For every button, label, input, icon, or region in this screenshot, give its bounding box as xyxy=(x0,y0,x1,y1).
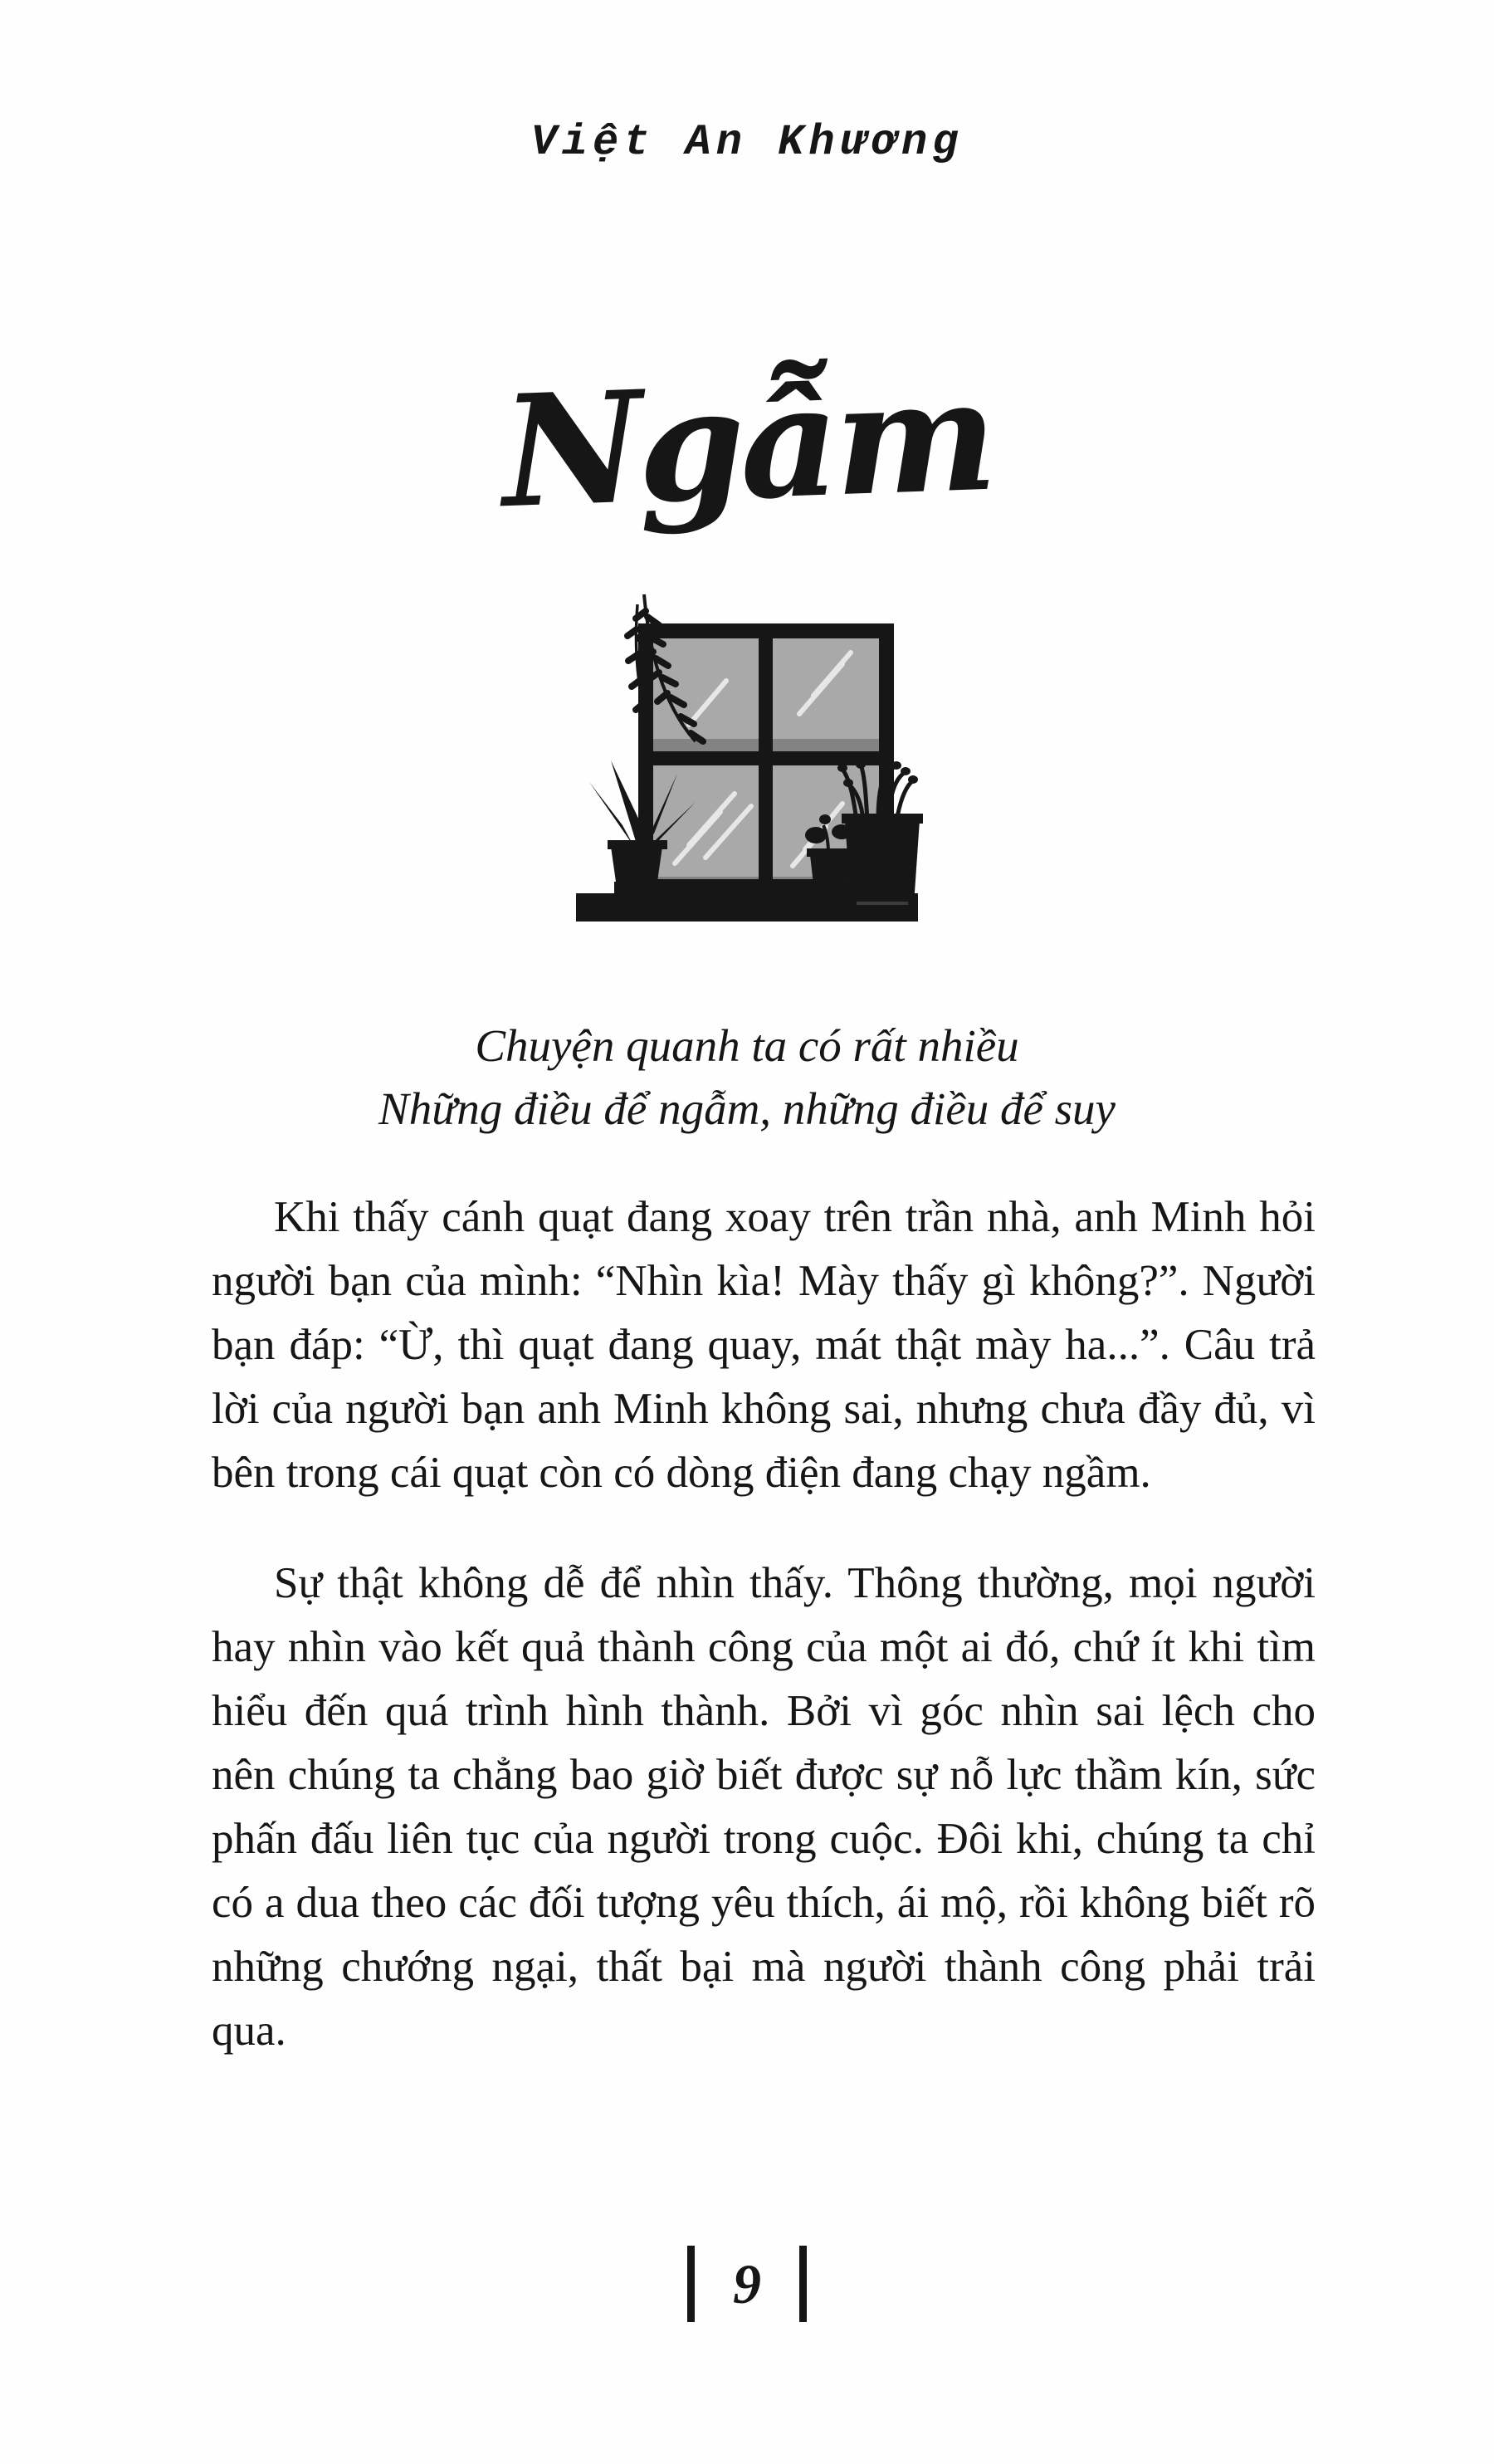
epigraph xyxy=(0,1014,1494,1141)
window-mullion-horizontal xyxy=(638,751,894,765)
page-number-footer xyxy=(0,2246,1494,2322)
sprout-pot xyxy=(837,760,923,917)
epigraph-line-1: Chuyện quanh ta có rất nhiều xyxy=(475,1020,1019,1071)
page-number-right-bar xyxy=(799,2246,807,2322)
paragraph-2: Sự thật không dễ để nhìn thấy. Thông thường, mọi người hay nhìn vào kết quả thành công của một ai đó, chứ ít khi tìm hiểu đến quá trình hình thành. Bởi vì góc nhìn sai lệch cho nên chúng ta chẳng bao giờ biết được sự nỗ lực thầm kín, sức phấn đấu liên tục của người trong cuộc. Đôi khi, chúng ta chỉ có a dua theo các đối tượng yêu thích, ái mộ, rồi không biết rõ những chướng ngại, thất bại mà người thành công phải trải qua. xyxy=(212,1559,1316,2055)
window-illustration xyxy=(564,571,954,928)
page-number: 9 xyxy=(733,2252,761,2315)
epigraph-line-2: Những điều để ngẫm, những điều để suy xyxy=(378,1083,1116,1134)
paragraph-1: Khi thấy cánh quạt đang xoay trên trần nhà, anh Minh hỏi người bạn của mình: “Nhìn kìa! Mày thấy gì không?”. Người bạn đáp: “Ừ, thì quạt đang quay, mát thật mày ha...”. Câu trả lời của người bạn anh Minh không sai, nhưng chưa đầy đủ, vì bên trong cái quạt còn có dòng điện đang chạy ngầm. xyxy=(212,1193,1316,1497)
body-text xyxy=(212,1186,1316,2063)
chapter-title: Ngẫm xyxy=(499,344,995,543)
running-head-author: Việt An Khương xyxy=(530,118,964,167)
page-number-left-bar xyxy=(687,2246,695,2322)
